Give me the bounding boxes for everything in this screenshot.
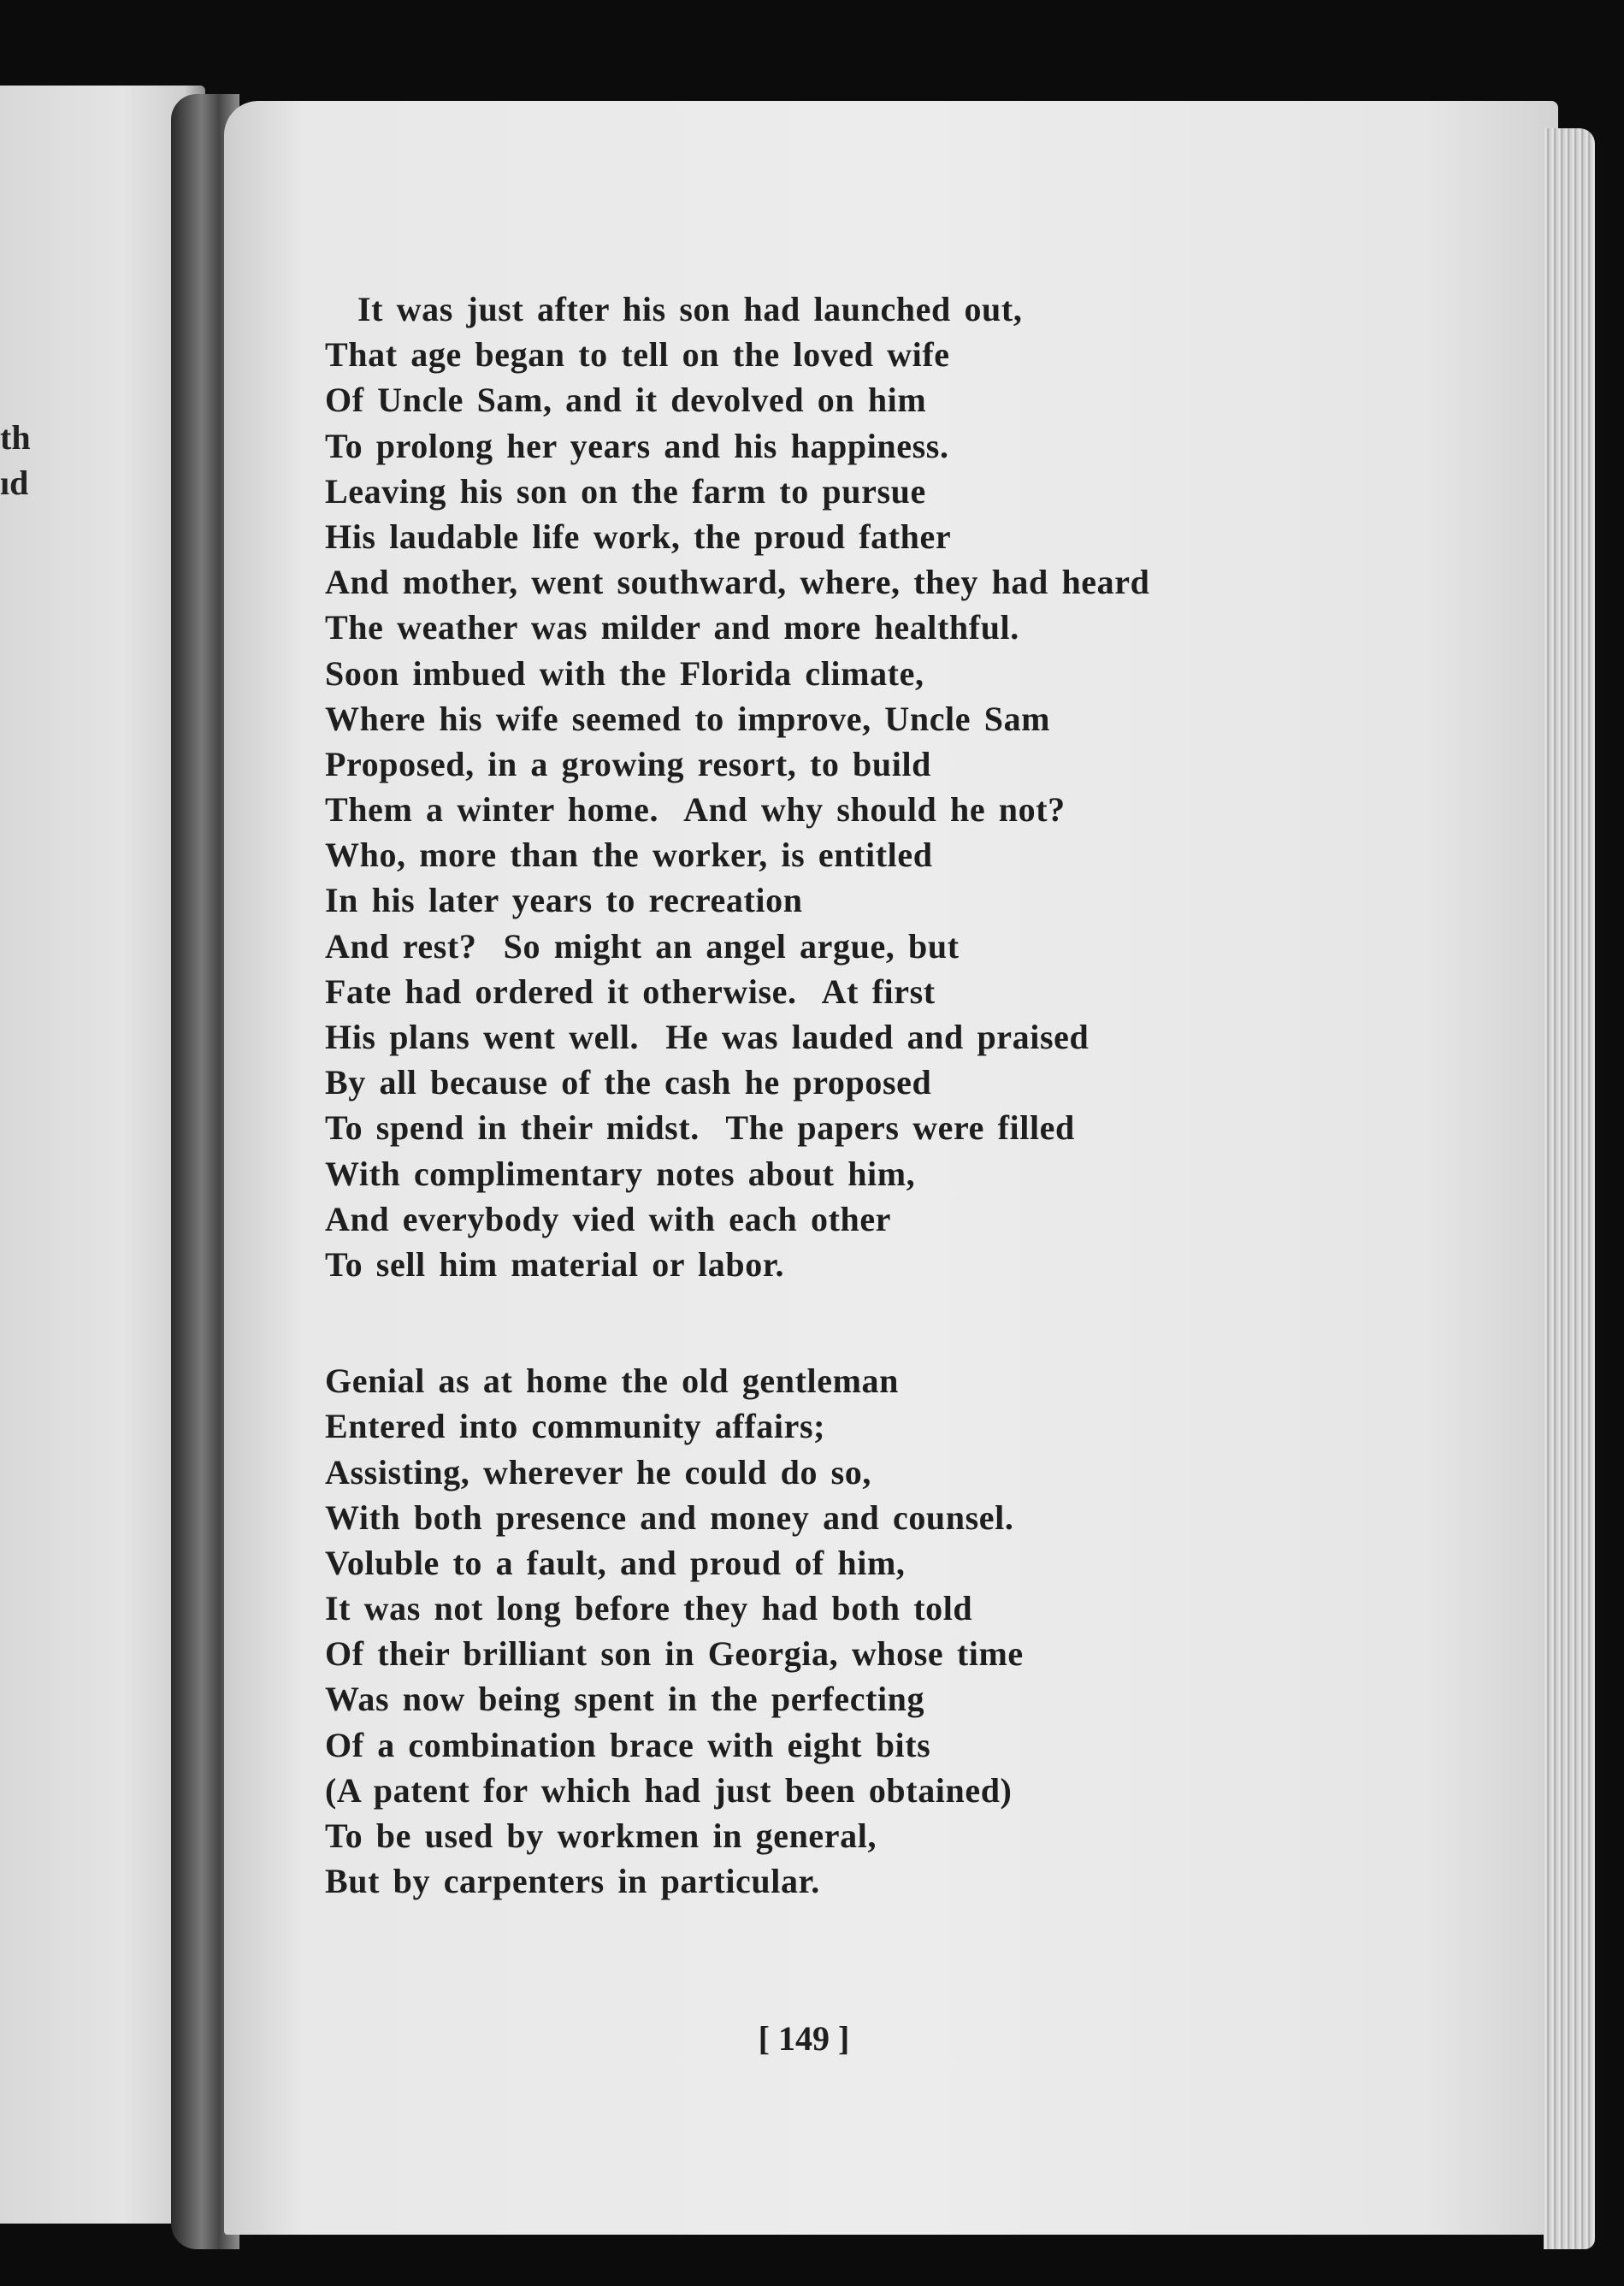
poem-line: Of Uncle Sam, and it devolved on him: [325, 381, 927, 420]
poem-line: Voluble to a fault, and proud of him,: [325, 1543, 906, 1582]
stanza-2: [325, 1358, 1437, 1904]
poem-line: To sell him material or labor.: [325, 1244, 785, 1284]
poem-line: Proposed, in a growing resort, to build: [325, 744, 932, 783]
poem-line: And rest? So might an angel argue, but: [325, 926, 960, 966]
poem-line: In his later years to recreation: [325, 881, 803, 920]
poem-line: Leaving his son on the farm to pursue: [325, 471, 926, 511]
left-fragment-line: th: [0, 418, 31, 457]
poem-line: With both presence and money and counsel.: [325, 1497, 1014, 1537]
poem-line: And everybody vied with each other: [325, 1199, 892, 1238]
stanza-break: [325, 1287, 1437, 1358]
poem-line: It was just after his son had launched out,: [357, 290, 1023, 328]
left-fragment-line: ıd: [0, 464, 29, 502]
poem-body: [325, 286, 1437, 1904]
poem-line: But by carpenters in particular.: [325, 1862, 820, 1901]
page-edge-stack: [1544, 128, 1595, 2249]
poem-line: Was now being spent in the perfecting: [325, 1680, 925, 1719]
poem-line: Soon imbued with the Florida climate,: [325, 653, 924, 693]
poem-line: The weather was milder and more healthful.: [325, 608, 1019, 647]
left-page-text-fragment: [0, 415, 31, 505]
poem-line: (A patent for which had just been obtained): [325, 1770, 1013, 1810]
poem-line: Assisting, wherever he could do so,: [325, 1452, 872, 1492]
poem-line: His laudable life work, the proud father: [325, 517, 952, 556]
poem-line: Of a combination brace with eight bits: [325, 1725, 931, 1764]
poem-line: That age began to tell on the loved wife: [325, 335, 950, 375]
page-number: [ 149 ]: [758, 2019, 850, 2058]
poem-line: It was not long before they had both told: [325, 1589, 973, 1628]
poem-line: Genial as at home the old gentleman: [325, 1362, 899, 1401]
poem-line: Them a winter home. And why should he not?: [325, 790, 1066, 830]
poem-line: Where his wife seemed to improve, Uncle Sam: [325, 699, 1051, 738]
poem-line: Fate had ordered it otherwise. At first: [325, 972, 936, 1011]
poem-line: To be used by workmen in general,: [325, 1816, 877, 1855]
poem-line: Entered into community affairs;: [325, 1407, 826, 1446]
poem-line: To spend in their midst. The papers were filled: [325, 1108, 1075, 1148]
poem-line: His plans went well. He was lauded and praised: [325, 1018, 1090, 1056]
poem-line: Who, more than the worker, is entitled: [325, 836, 933, 875]
poem-line: To prolong her years and his happiness.: [325, 426, 949, 465]
stanza-1: [325, 286, 1437, 1287]
poem-line: With complimentary notes about him,: [325, 1154, 916, 1193]
poem-line: By all because of the cash he proposed: [325, 1063, 932, 1102]
poem-line: Of their brilliant son in Georgia, whose time: [325, 1634, 1024, 1674]
poem-line: And mother, went southward, where, they had heard: [325, 563, 1150, 602]
